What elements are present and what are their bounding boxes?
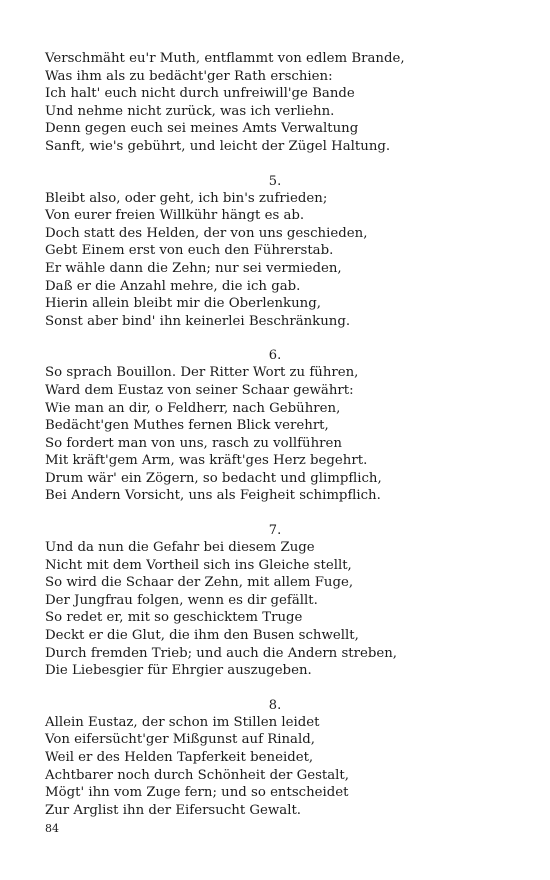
stanza-number: 6. — [268, 348, 282, 364]
verse-line: Ward dem Eustaz von seiner Schaar gewährt: — [45, 382, 354, 398]
verse-line: Der Jungfrau folgen, wenn es dir gefällt. — [45, 592, 318, 608]
verse-line: Mit kräft'gem Arm, was kräft'ges Herz begehrt. — [45, 453, 368, 469]
verse-line: Bleibt also, oder geht, ich bin's zufrieden; — [45, 190, 328, 206]
page-text — [45, 50, 505, 836]
verse-line: So sprach Bouillon. Der Ritter Wort zu führen, — [45, 365, 359, 381]
stanza-number: 8. — [268, 697, 282, 713]
stanza-number: 5. — [268, 173, 282, 189]
verse-line: So redet er, mit so geschicktem Truge — [45, 610, 303, 626]
verse-line: So fordert man von uns, rasch zu vollführen — [45, 435, 342, 451]
stanza — [45, 522, 505, 680]
verse-line: Und nehme nicht zurück, was ich verliehn. — [45, 103, 335, 119]
verse-line: Nicht mit dem Vortheil sich ins Gleiche stellt, — [45, 557, 352, 573]
verse-line: Von eurer freien Willkühr hängt es ab. — [45, 208, 305, 224]
verse-line: Daß er die Anzahl mehre, die ich gab. — [45, 278, 301, 294]
verse-line: Ich halt' euch nicht durch unfreiwill'ge Bande — [45, 86, 355, 102]
verse-line: Weil er des Helden Tapferkeit beneidet, — [45, 750, 314, 765]
verse-line: Sanft, wie's gebührt, und leicht der Zügel Haltung. — [45, 138, 391, 154]
verse-line: Mögt' ihn vom Zuge fern; und so entscheidet — [45, 785, 349, 801]
verse-line: Was ihm als zu bedächt'ger Rath erschien: — [45, 68, 333, 84]
verse-line: Denn gegen euch sei meines Amts Verwaltung — [45, 121, 359, 137]
verse-line: Deckt er die Glut, die ihm den Busen schwellt, — [45, 628, 359, 644]
verse-line: Bedächt'gen Muthes fernen Blick verehrt, — [45, 418, 329, 434]
verse-line: Allein Eustaz, der schon im Stillen leidet — [45, 714, 320, 730]
verse-line: Sonst aber bind' ihn keinerlei Beschränkung. — [45, 313, 351, 329]
verse-line: Von eifersücht'ger Mißgunst auf Rinald, — [45, 732, 315, 748]
verse-line: Doch statt des Helden, der von uns geschieden, — [45, 225, 368, 241]
verse-line: So wird die Schaar der Zehn, mit allem Fuge, — [45, 575, 354, 591]
verse-line: Durch fremden Trieb; und auch die Andern streben, — [45, 645, 398, 661]
verse-line: Achtbarer noch durch Schönheit der Gestalt, — [45, 767, 349, 783]
verse-line: Drum wär' ein Zögern, so bedacht und glimpflich, — [45, 470, 382, 486]
verse-line: Verschmäht eu'r Muth, entflammt von edlem Brande, — [45, 51, 405, 66]
verse-line: Die Liebesgier für Ehrgier auszugeben. — [45, 663, 312, 679]
stanza-number: 7. — [268, 523, 282, 539]
stanza — [45, 697, 505, 820]
stanza — [45, 50, 505, 156]
stanza — [45, 347, 505, 505]
verse-line: Wie man an dir, o Feldherr, nach Gebühren, — [45, 400, 341, 416]
verse-line: Gebt Einem erst von euch den Führerstab. — [45, 243, 334, 259]
verse-line: Zur Arglist ihn der Eifersucht Gewalt. — [45, 802, 302, 818]
stanza — [45, 173, 505, 331]
verse-line: Hierin allein bleibt mir die Oberlenkung, — [45, 296, 321, 312]
verse-line: Und da nun die Gefahr bei diesem Zuge — [45, 540, 315, 556]
verse-line: Bei Andern Vorsicht, uns als Feigheit schimpflich. — [45, 488, 381, 504]
verse-line: Er wähle dann die Zehn; nur sei vermieden, — [45, 260, 342, 276]
page-number: 84 — [45, 822, 59, 835]
